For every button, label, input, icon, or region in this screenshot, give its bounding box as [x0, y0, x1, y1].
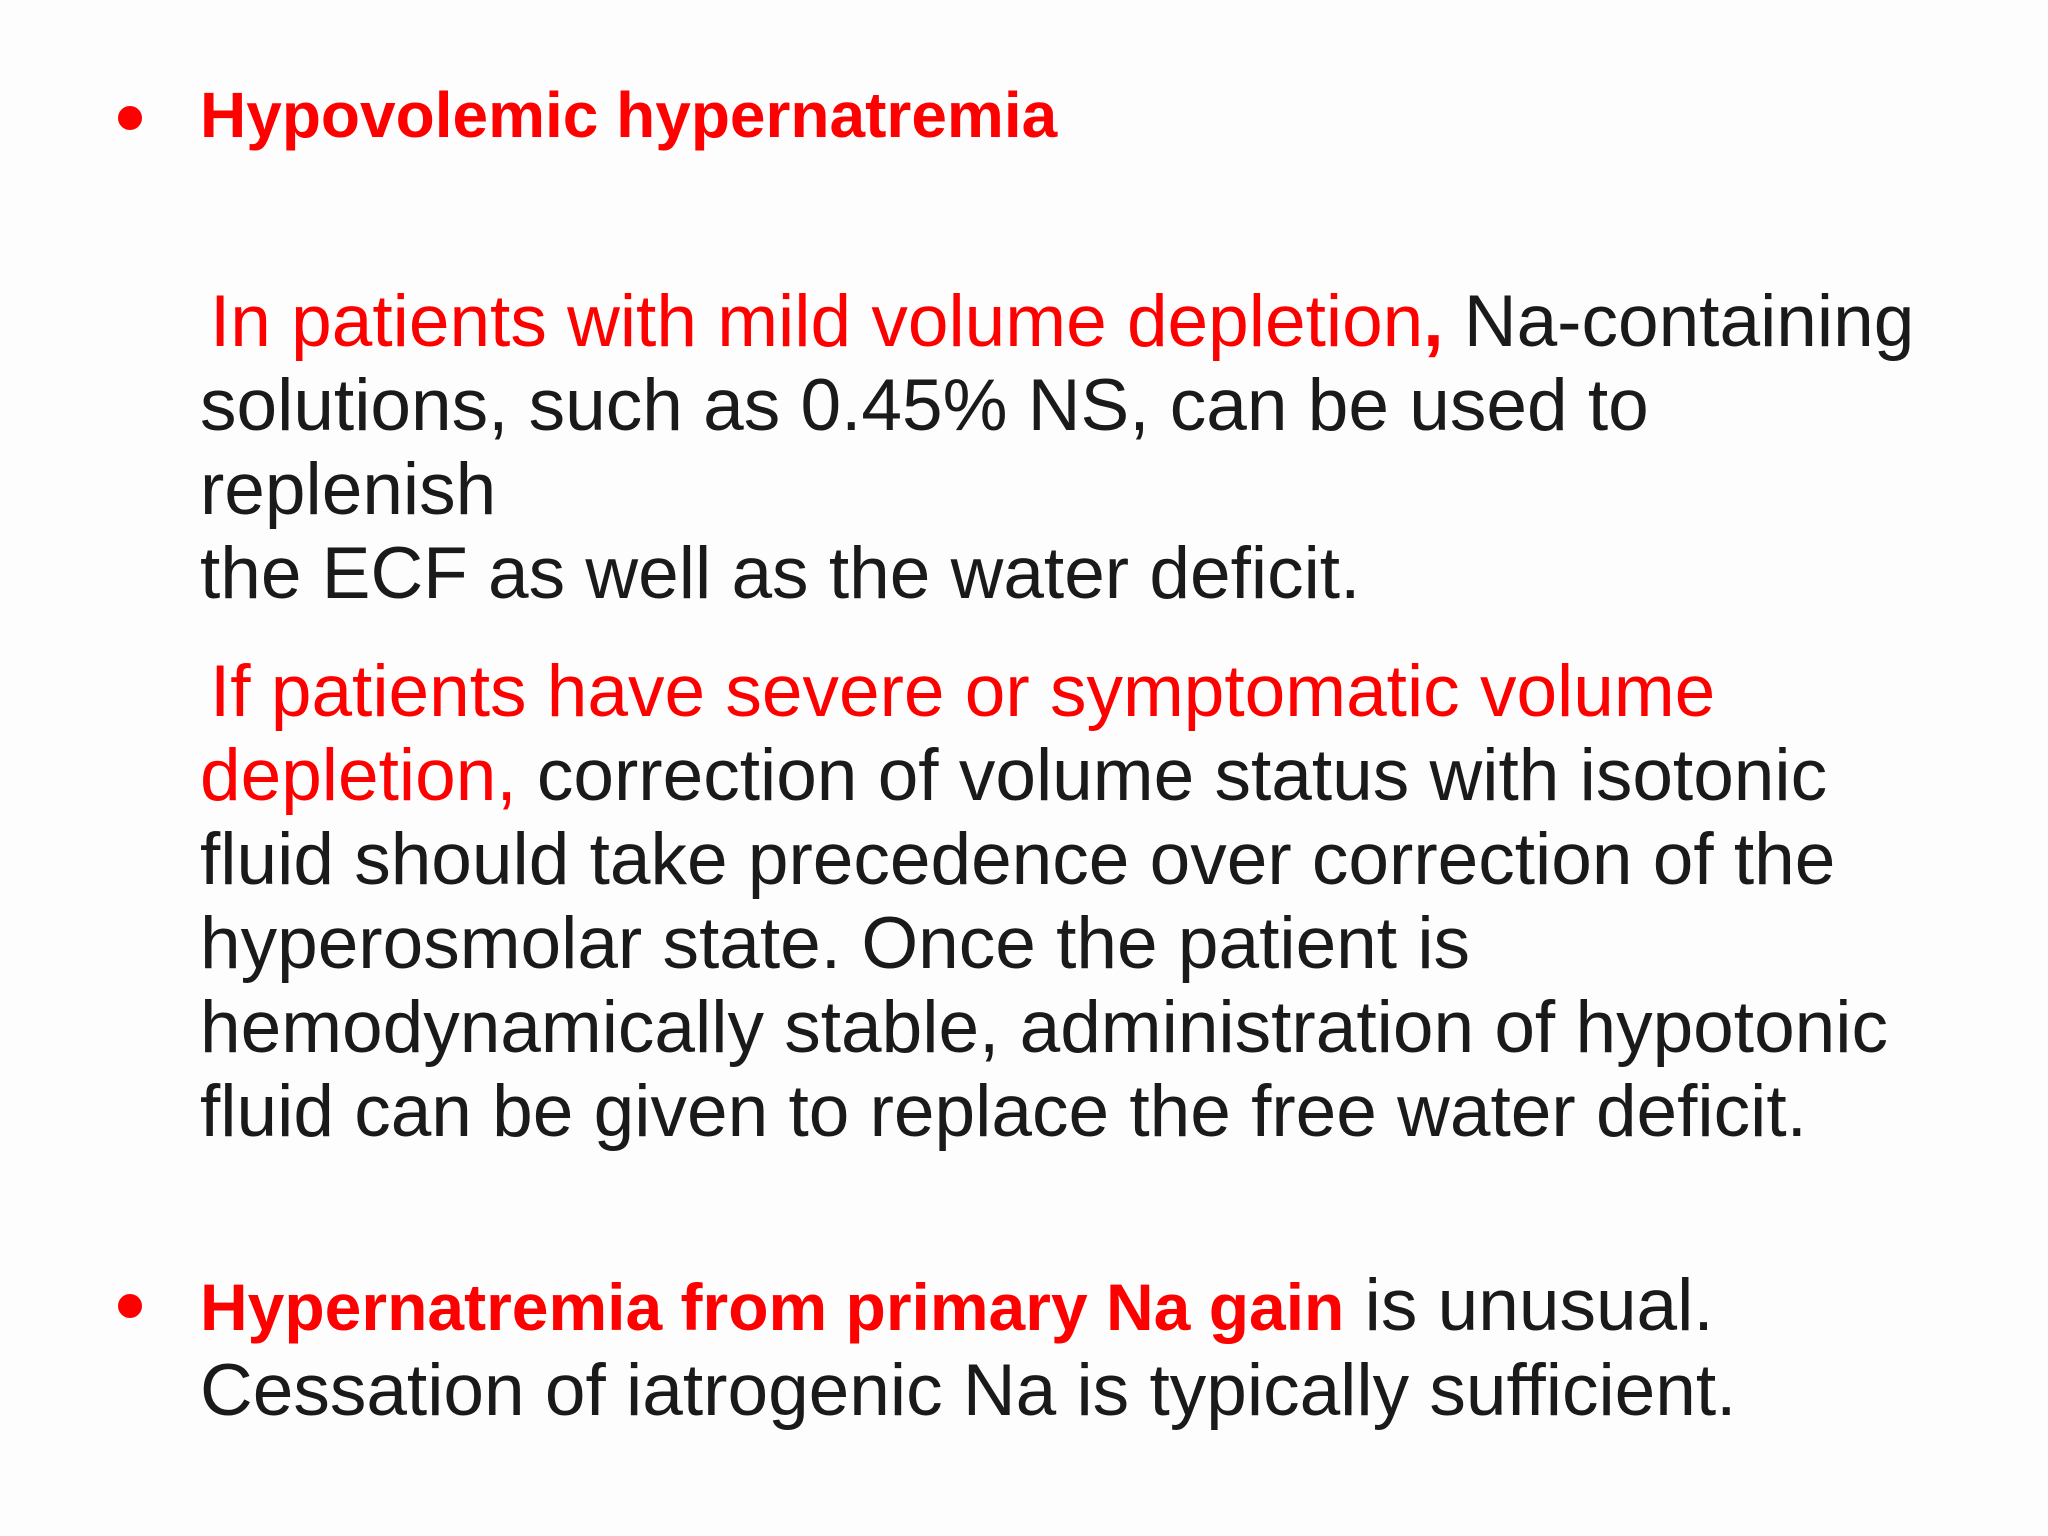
paragraph-2-lead-line-1: If patients have severe or symptomatic volume [210, 651, 1716, 732]
paragraph-2-line-6: fluid can be given to replace the free water deficit. [200, 1071, 1807, 1152]
paragraph-1-line-2: solutions, such as 0.45% NS, can be used to replenish [200, 365, 1649, 530]
paragraph-mild-depletion [200, 280, 1920, 616]
paragraph-3-line-2: Cessation of iatrogenic Na is typically sufficient. [200, 1350, 1737, 1431]
heading-na-gain: Hypernatremia from primary Na gain [200, 1270, 1345, 1344]
heading-hypovolemic: Hypovolemic hypernatremia [200, 79, 1058, 151]
paragraph-2-rest-2: correction of volume status with isotonic [516, 735, 1828, 816]
paragraph-2-line-2 [200, 734, 1920, 818]
bullet-dot-1 [118, 106, 142, 130]
paragraph-1-line-1 [200, 280, 1920, 364]
paragraph-2-line-3: fluid should take precedence over correction of the [200, 819, 1836, 900]
paragraph-2-lead-line-2: depletion, [200, 735, 517, 816]
paragraph-1-lead: In patients with mild volume depletion [210, 281, 1424, 362]
paragraph-3-rest-1: is unusual. [1344, 1265, 1714, 1346]
paragraph-1-rest-1: Na-containing [1443, 281, 1915, 362]
paragraph-2-line-5: hemodynamically stable, administration of hypotonic [200, 987, 1888, 1068]
paragraph-3-line-1 [200, 1264, 1920, 1349]
paragraph-na-gain [200, 1264, 1920, 1433]
paragraph-severe-depletion [200, 650, 1920, 1154]
paragraph-2-line-4: hyperosmolar state. Once the patient is [200, 903, 1471, 984]
paragraph-1-comma: , [1423, 281, 1444, 362]
bullet-dot-2 [118, 1294, 142, 1318]
paragraph-1-line-3: the ECF as well as the water deficit. [200, 533, 1361, 614]
